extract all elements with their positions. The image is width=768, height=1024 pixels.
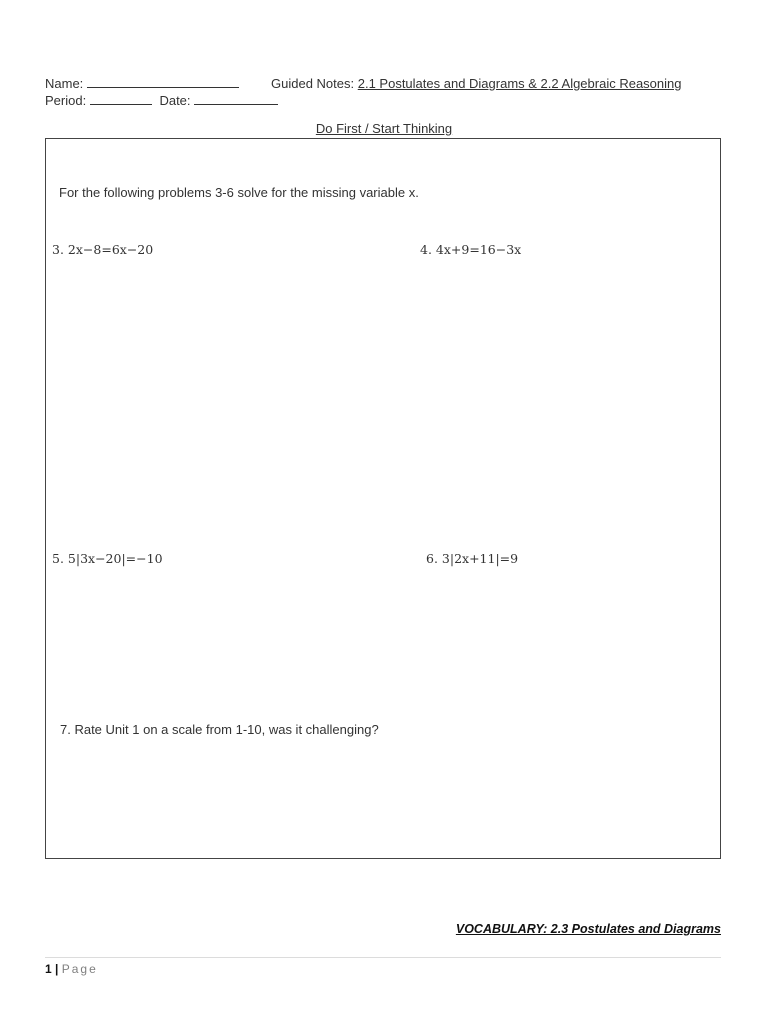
instructions-text: For the following problems 3-6 solve for the missing variable x. (59, 185, 419, 200)
problem-3 (52, 242, 153, 257)
period-date-row (45, 93, 278, 108)
period-label: Period: (45, 93, 87, 108)
section-title: Do First / Start Thinking (315, 121, 453, 136)
problem-6 (426, 551, 518, 566)
problem-5-number: 5. (52, 551, 64, 566)
page-separator: | (55, 962, 59, 976)
vocabulary-heading: VOCABULARY: 2.3 Postulates and Diagrams (455, 922, 721, 936)
problem-4 (420, 242, 521, 257)
problem-4-equation: 4x+9=16−3x (435, 242, 522, 257)
footer-divider (45, 957, 721, 958)
guided-notes-label: Guided Notes: (271, 76, 355, 91)
name-row (45, 76, 239, 91)
problem-5 (52, 551, 163, 566)
question-7: 7. Rate Unit 1 on a scale from 1-10, was it challenging? (60, 722, 379, 737)
problem-3-equation: 2x−8=6x−20 (67, 242, 154, 257)
page-footer (45, 962, 98, 976)
guided-notes-title: 2.1 Postulates and Diagrams & 2.2 Algebraic Reasoning (357, 76, 682, 91)
page-number: 1 (45, 962, 52, 976)
page-word: Page (61, 962, 98, 976)
date-blank (194, 93, 278, 105)
name-label: Name: (45, 76, 84, 91)
date-label: Date: (159, 93, 191, 108)
problem-6-number: 6. (426, 551, 438, 566)
name-blank (87, 76, 239, 88)
problem-5-equation: 5|3x−20|=−10 (67, 551, 163, 566)
period-blank (90, 93, 152, 105)
problem-4-number: 4. (420, 242, 432, 257)
guided-notes-row (271, 76, 681, 91)
problem-3-number: 3. (52, 242, 64, 257)
problem-6-equation: 3|2x+11|=9 (441, 551, 519, 566)
